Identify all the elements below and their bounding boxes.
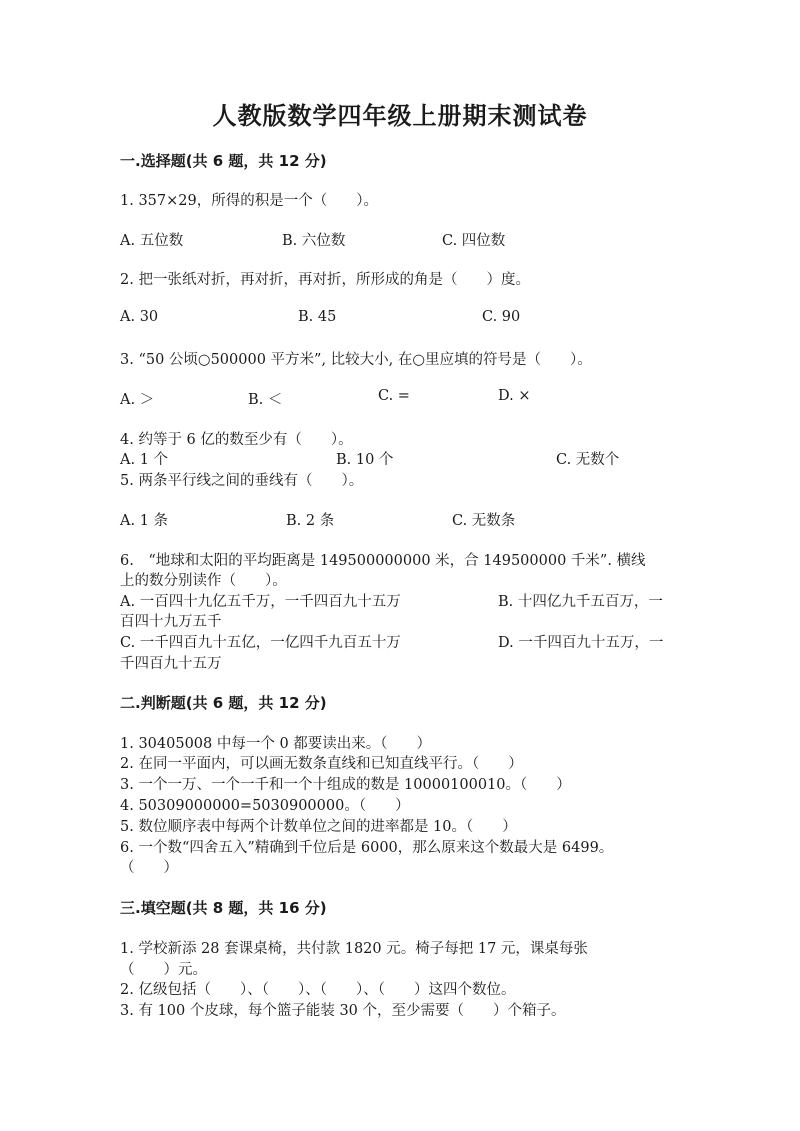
q6-option-b-line1: B. 十四亿九千五百万，一	[498, 594, 663, 610]
q4-option-a: A. 1 个	[120, 452, 169, 468]
tf-item-5: 5. 数位顺序表中每两个计数单位之间的进率都是 10。（ ）	[120, 819, 517, 835]
section-heading-choice: 一.选择题(共 6 题，共 12 分)	[120, 152, 327, 170]
q5-option-c: C. 无数条	[452, 513, 516, 529]
q2-option-a: A. 30	[120, 309, 159, 325]
fill-item-1-line1: 1. 学校新添 28 套课桌椅，共付款 1820 元。椅子每把 17 元，课桌每张	[120, 941, 588, 957]
question-5-stem: 5. 两条平行线之间的垂线有（ ）。	[120, 473, 364, 489]
q6-option-d-line2: 千四百九十五万	[120, 656, 222, 672]
tf-item-3: 3. 一个一万、一个一千和一个十组成的数是 10000100010。（ ）	[120, 777, 571, 793]
question-6-stem-line1: 6. “地球和太阳的平均距离是 149500000000 米，合 149500000 千米”. 横线	[120, 553, 646, 569]
page-title: 人教版数学四年级上册期末测试卷	[212, 101, 588, 130]
tf-item-6-bracket: （ ）	[120, 860, 178, 876]
tf-item-2: 2. 在同一平面内，可以画无数条直线和已知直线平行。（ ）	[120, 756, 523, 772]
tf-item-4: 4. 50309000000=5030900000。（ ）	[120, 798, 410, 814]
question-1-stem: 1. 357×29，所得的积是一个（ ）。	[120, 193, 378, 209]
q3-option-d: D. ×	[498, 388, 531, 404]
q6-option-b-line2: 百四十九万五千	[120, 614, 222, 630]
q6-option-c: C. 一千四百九十五亿，一亿四千九百五十万	[120, 635, 401, 651]
question-3-stem: 3. “50 公顷○500000 平方米”, 比较大小, 在○里应填的符号是（ ）。	[120, 352, 592, 368]
tf-item-6: 6. 一个数“四舍五入”精确到千位后是 6000，那么原来这个数最大是 6499。	[120, 840, 614, 856]
q2-option-b: B. 45	[298, 309, 337, 325]
q5-option-b: B. 2 条	[286, 513, 335, 529]
q4-option-b: B. 10 个	[336, 452, 394, 468]
q1-option-c: C. 四位数	[442, 233, 506, 249]
question-6-stem-line2: 上的数分别读作（ ）。	[120, 573, 287, 589]
q3-option-b: B. ＜	[248, 392, 283, 408]
q4-option-c: C. 无数个	[556, 452, 620, 468]
q1-option-b: B. 六位数	[282, 233, 346, 249]
fill-item-3: 3. 有 100 个皮球，每个篮子能装 30 个，至少需要（ ）个箱子。	[120, 1003, 566, 1019]
q3-option-c: C. =	[378, 388, 410, 404]
q6-option-d-line1: D. 一千四百九十五万，一	[498, 635, 664, 651]
section-heading-fill-blank: 三.填空题(共 8 题，共 16 分)	[120, 899, 327, 917]
question-4-stem: 4. 约等于 6 亿的数至少有（ ）。	[120, 432, 353, 448]
tf-item-1: 1. 30405008 中每一个 0 都要读出来。（ ）	[120, 736, 432, 752]
q3-option-a: A. ＞	[120, 392, 155, 408]
q1-option-a: A. 五位数	[120, 233, 184, 249]
fill-item-2: 2. 亿级包括（ ）、（ ）、（ ）、（ ）这四个数位。	[120, 982, 516, 998]
question-2-stem: 2. 把一张纸对折，再对折，再对折，所形成的角是（ ）度。	[120, 272, 530, 288]
q2-option-c: C. 90	[482, 309, 521, 325]
fill-item-1-line2: （ ）元。	[120, 962, 207, 978]
q5-option-a: A. 1 条	[120, 513, 169, 529]
q6-option-a: A. 一百四十九亿五千万，一千四百九十五万	[120, 594, 401, 610]
section-heading-true-false: 二.判断题(共 6 题，共 12 分)	[120, 694, 327, 712]
